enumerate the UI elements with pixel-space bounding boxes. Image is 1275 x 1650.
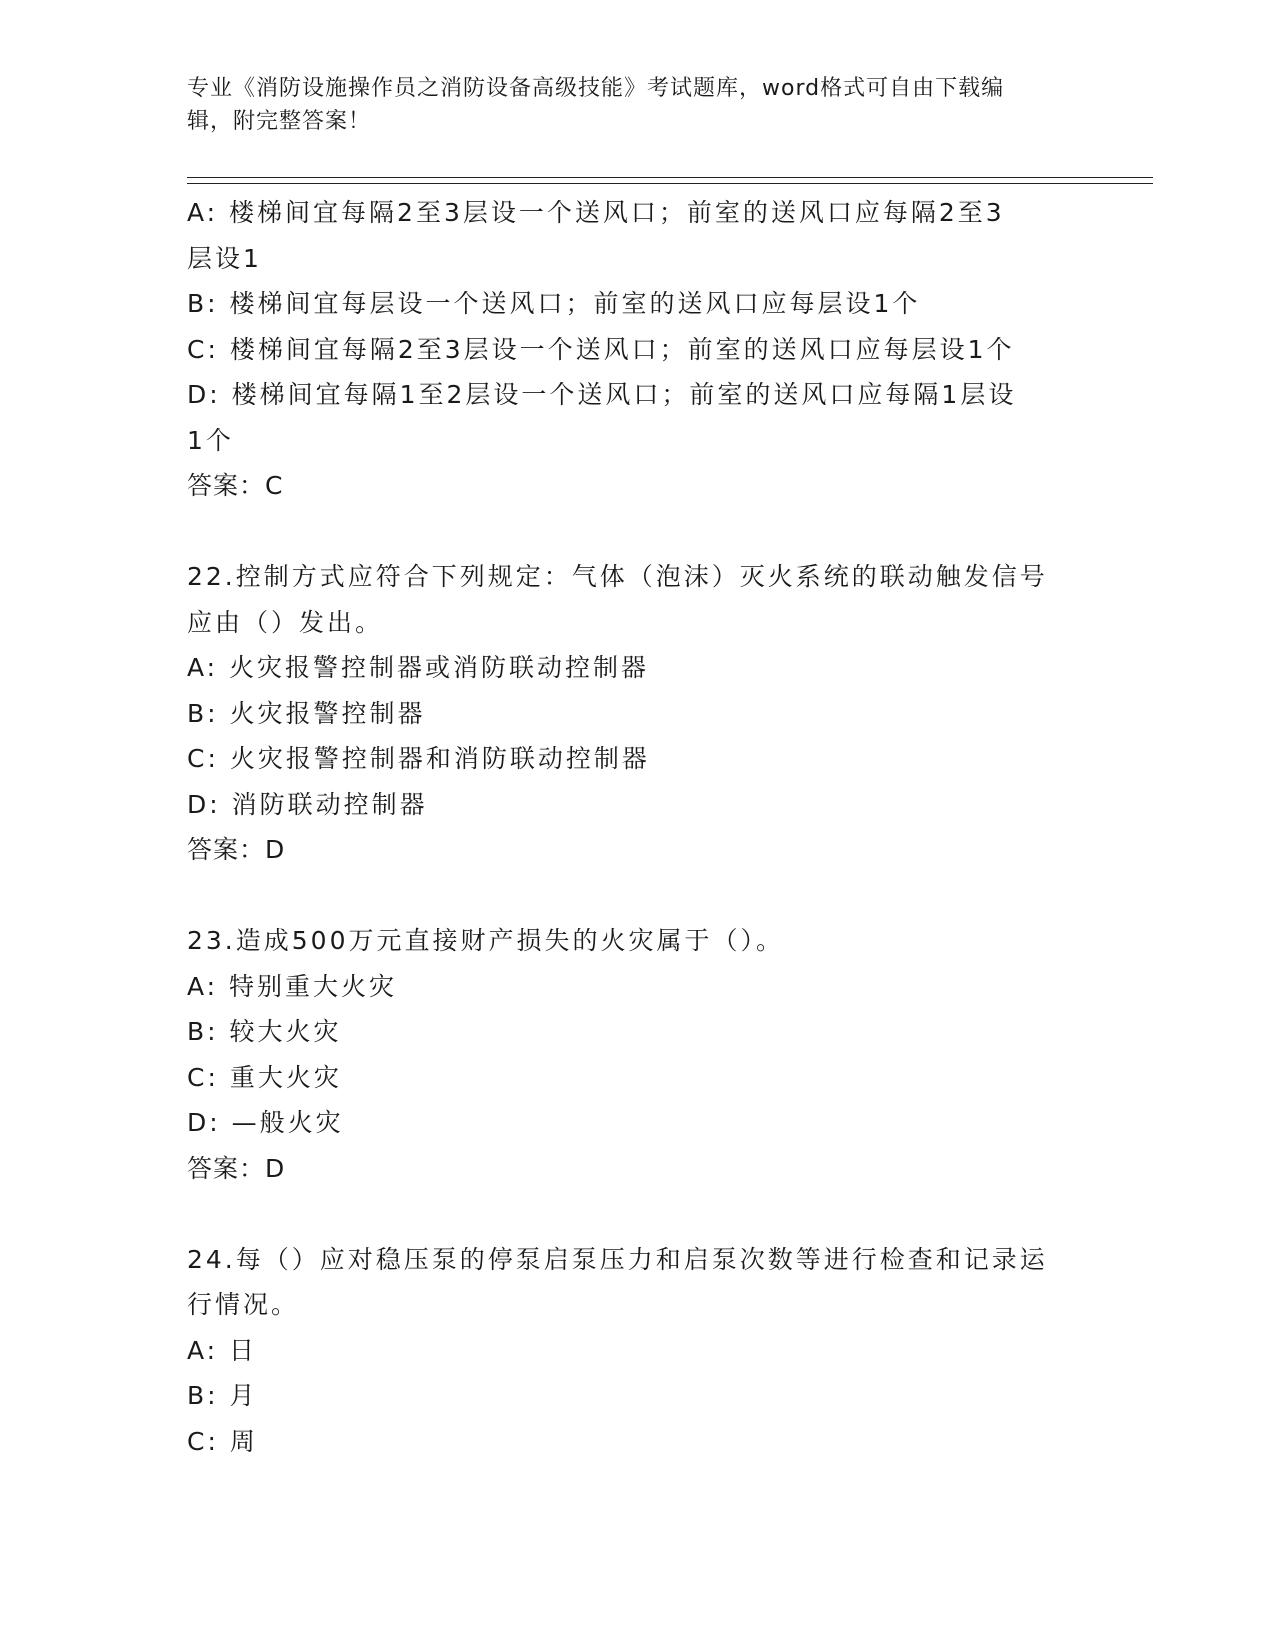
spacer: [187, 1191, 1087, 1237]
q22-option-c: C: 火灾报警控制器和消防联动控制器: [187, 744, 650, 773]
q22-question-line-2: 应由（）发出。: [187, 607, 384, 637]
header-line-2: 辑，附完整答案！: [187, 109, 372, 134]
q21-option-d-line-2: 1个: [187, 425, 234, 455]
question-21: [187, 190, 1087, 509]
q23-option-b: B: 较大火灾: [187, 1017, 342, 1046]
question-24: [187, 1237, 1087, 1465]
q22-option-b: B: 火灾报警控制器: [187, 698, 426, 728]
q23-option-d: D: —般火灾: [187, 1108, 344, 1137]
spacer: [187, 509, 1087, 555]
q23-option-a: A: 特别重大火灾: [187, 971, 398, 1001]
question-list: [187, 190, 1087, 1464]
q24-option-a: A: 日: [187, 1335, 258, 1365]
spacer: [187, 873, 1087, 919]
q22-option-d: D: 消防联动控制器: [187, 789, 428, 819]
question-22: [187, 554, 1087, 873]
q22-answer: 答案：D: [187, 835, 286, 864]
q21-option-b: B: 楼梯间宜每层设一个送风口；前室的送风口应每层设1个: [187, 289, 921, 318]
q23-answer: 答案：D: [187, 1153, 286, 1183]
q24-option-b: B: 月: [187, 1381, 258, 1410]
q21-option-d-line-1: D: 楼梯间宜每隔1至2层设一个送风口；前室的送风口应每隔1层设: [187, 380, 1017, 409]
question-23: [187, 918, 1087, 1191]
q24-question-line-1: 24.每（）应对稳压泵的停泵启泵压力和启泵次数等进行检查和记录运: [187, 1244, 1048, 1274]
q24-question-line-2: 行情况。: [187, 1290, 300, 1319]
header-divider-top: [187, 177, 1153, 178]
q21-option-a-line-2: 层设1: [187, 243, 262, 273]
q21-option-c: C: 楼梯间宜每隔2至3层设一个送风口；前室的送风口应每层设1个: [187, 334, 1015, 364]
header-line-1: 专业《消防设施操作员之消防设备高级技能》考试题库，word格式可自由下载编: [187, 76, 1005, 101]
q23-question: 23.造成500万元直接财产损失的火灾属于（）。: [187, 926, 784, 955]
q21-answer: 答案：C: [187, 471, 284, 500]
q24-option-c: C: 周: [187, 1426, 258, 1456]
q22-option-a: A: 火灾报警控制器或消防联动控制器: [187, 653, 650, 682]
q22-question-line-1: 22.控制方式应符合下列规定：气体（泡沫）灭火系统的联动触发信号: [187, 562, 1048, 591]
q23-option-c: C: 重大火灾: [187, 1062, 342, 1092]
header-divider-bottom: [187, 183, 1153, 184]
q21-option-a-line-1: A: 楼梯间宜每隔2至3层设一个送风口；前室的送风口应每隔2至3: [187, 198, 1005, 227]
document-header: [187, 72, 1067, 138]
